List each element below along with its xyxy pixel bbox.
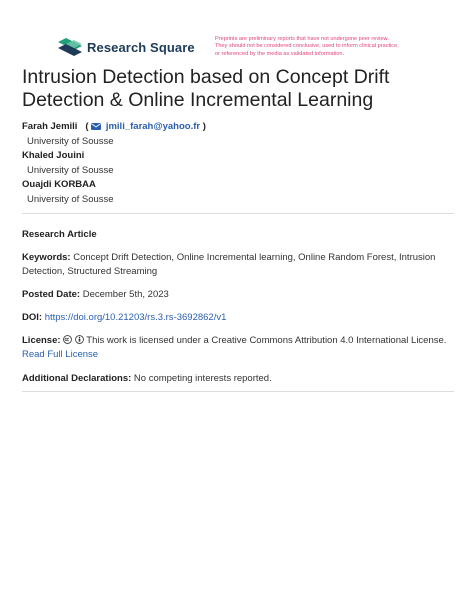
- declarations-label: Additional Declarations:: [22, 373, 132, 384]
- license-label: License:: [22, 335, 61, 346]
- author-affiliation: University of Sousse: [27, 164, 114, 176]
- author-name: Khaled Jouini: [22, 150, 85, 161]
- article-type-value: Research Article: [22, 229, 97, 240]
- posted-date: [22, 288, 454, 302]
- article-type: [22, 228, 454, 242]
- attribution-icon: [75, 335, 84, 344]
- section-divider: [22, 213, 454, 214]
- preprint-notice: [215, 36, 435, 58]
- section-divider: [22, 391, 454, 392]
- title-line: Intrusion Detection based on Concept Drift: [22, 66, 390, 88]
- notice-line: They should not be considered conclusive, used to inform clinical practice,: [215, 43, 399, 50]
- creative-commons-icon: [63, 335, 72, 344]
- email-paren-close: ): [202, 121, 206, 132]
- license-text: This work is licensed under a Creative Commons Attribution 4.0 International License.: [86, 335, 447, 346]
- read-full-license-link[interactable]: Read Full License: [22, 349, 99, 360]
- author-name: Farah Jemili: [22, 121, 78, 132]
- declarations-text: No competing interests reported.: [133, 373, 272, 384]
- author-1: [22, 120, 462, 135]
- keywords-line: Concept Drift Detection, Online Incremental learning, Online Random Forest, Intrusion: [73, 252, 436, 263]
- notice-line: Preprints are preliminary reports that have not undergone peer review.: [215, 36, 389, 42]
- title-line: Detection & Online Incremental Learning: [22, 89, 374, 111]
- paper-title: [22, 66, 462, 112]
- keywords-label: Keywords:: [22, 252, 71, 263]
- page-header: [0, 0, 474, 62]
- email-paren-open: (: [80, 121, 89, 132]
- doi-label: DOI:: [22, 312, 43, 323]
- additional-declarations: [22, 372, 454, 386]
- doi-link[interactable]: https://doi.org/10.21203/rs.3.rs-3692862/v1: [44, 312, 227, 323]
- posted-date-value: December 5th, 2023: [82, 289, 169, 300]
- author-2: [22, 149, 462, 164]
- author-affiliation: University of Sousse: [27, 193, 114, 205]
- author-affiliation: University of Sousse: [27, 135, 114, 147]
- author-email-link[interactable]: jmili_farah@yahoo.fr: [105, 121, 201, 132]
- author-3: [22, 178, 462, 193]
- logo-text: Research Square: [87, 39, 195, 55]
- keywords: [22, 251, 454, 279]
- posted-date-label: Posted Date:: [22, 289, 81, 300]
- license: [22, 334, 454, 362]
- research-square-logo[interactable]: [58, 38, 195, 56]
- doi: [22, 311, 454, 325]
- research-square-logo-icon: [58, 38, 82, 56]
- notice-line: or referenced by the media as validated information.: [215, 50, 345, 57]
- author-list: [22, 120, 462, 207]
- mail-icon: [91, 123, 101, 130]
- keywords-line: Detection, Structured Streaming: [22, 266, 158, 277]
- author-name: Ouajdi KORBAA: [22, 179, 96, 190]
